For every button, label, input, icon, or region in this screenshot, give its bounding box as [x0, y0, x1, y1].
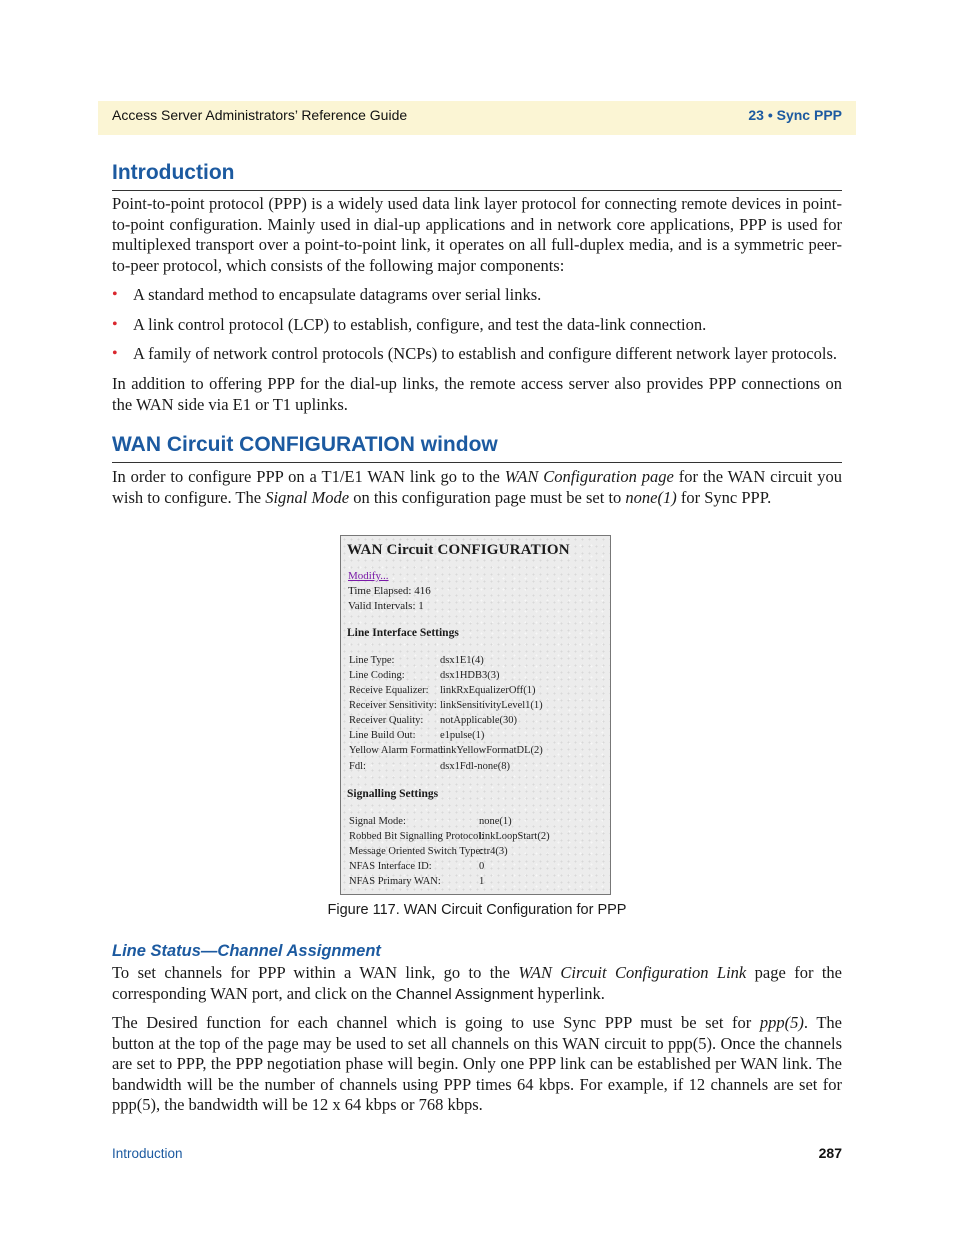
setting-label: Receive Equalizer:: [349, 685, 429, 696]
setting-label: Fdl:: [349, 761, 366, 772]
intro-paragraph: Point-to-point protocol (PPP) is a widely used data link layer protocol for connecting remote devices in point-to-point configuration. Mainly used in dial-up applications and in network core applications, PPP is used for multiplexed transport over a point-to-point link, it operates on all full-duplex media, and is a symmetric peer-to-peer protocol, which consists of the following major components:: [112, 194, 842, 275]
bullet-dot: •: [112, 316, 118, 333]
setting-value: linkSensitivityLevel1(1): [440, 700, 543, 711]
setting-label: Robbed Bit Signalling Protocol:: [349, 831, 485, 842]
modify-link[interactable]: Modify...: [348, 570, 389, 582]
page-number: 287: [818, 1145, 842, 1161]
setting-label: Line Coding:: [349, 670, 405, 681]
signalling-heading: Signalling Settings: [347, 788, 439, 800]
setting-label: NFAS Interface ID:: [349, 861, 432, 872]
setting-value: dsx1HDB3(3): [440, 670, 500, 681]
bullet-dot: •: [112, 345, 118, 362]
setting-label: NFAS Primary WAN:: [349, 876, 441, 887]
setting-value: linkYellowFormatDL(2): [440, 745, 543, 756]
setting-label: Line Type:: [349, 655, 395, 666]
bullet-text: A standard method to encapsulate datagrams over serial links.: [133, 285, 542, 304]
line-interface-heading: Line Interface Settings: [347, 627, 459, 639]
setting-value: dsx1E1(4): [440, 655, 484, 666]
valid-intervals: Valid Intervals: 1: [348, 600, 424, 612]
setting-value: ctr4(3): [479, 846, 508, 857]
heading-rule: [112, 462, 842, 463]
wan-config-screenshot-figure: [340, 535, 611, 895]
setting-label: Message Oriented Switch Type:: [349, 846, 484, 857]
setting-label: Yellow Alarm Format:: [349, 745, 444, 756]
setting-value: none(1): [479, 816, 512, 827]
setting-value: 1: [479, 876, 485, 887]
wan-paragraph: In order to configure PPP on a T1/E1 WAN link go to the WAN Configuration page for the WAN circuit you wish to configure. The Signal Mode on this configuration page must be set to none(1) for Sync PPP.: [112, 467, 842, 507]
setting-label: Receiver Sensitivity:: [349, 700, 437, 711]
running-header-title: Access Server Administrators’ Reference Guide: [112, 107, 408, 123]
setting-label: Line Build Out:: [349, 730, 416, 741]
intro-paragraph-2: In addition to offering PPP for the dial-up links, the remote access server also provides PPP connections on the WAN side via E1 or T1 uplinks.: [112, 374, 842, 414]
section-heading-introduction: Introduction: [112, 161, 235, 184]
setting-label: Receiver Quality:: [349, 715, 424, 726]
bullet-dot: •: [112, 286, 118, 303]
setting-value: linkLoopStart(2): [479, 831, 550, 842]
bullet-text: A link control protocol (LCP) to establish, configure, and test the data-link connection.: [133, 315, 707, 334]
time-elapsed: Time Elapsed: 416: [348, 585, 431, 597]
setting-value: dsx1Fdl-none(8): [440, 761, 510, 772]
section-heading-wan-circuit: WAN Circuit CONFIGURATION window: [112, 433, 498, 456]
heading-rule: [112, 190, 842, 191]
setting-value: linkRxEqualizerOff(1): [440, 685, 536, 696]
figure-caption: Figure 117. WAN Circuit Configuration for PPP: [327, 902, 627, 918]
running-header-chapter: 23 • Sync PPP: [748, 107, 842, 123]
setting-value: e1pulse(1): [440, 730, 485, 741]
figure-window-title: WAN Circuit CONFIGURATION: [347, 542, 570, 558]
line-status-paragraph-1: To set channels for PPP within a WAN link, go to the WAN Circuit Configuration Link page for the corresponding WAN port, and click on the Channel Assignment hyperlink.: [112, 963, 842, 1003]
setting-value: 0: [479, 861, 485, 872]
footer-section-name: Introduction: [112, 1146, 183, 1161]
subsection-heading-line-status: Line Status—Channel Assignment: [112, 942, 381, 960]
setting-label: Signal Mode:: [349, 816, 406, 827]
bullet-text: A family of network control protocols (NCPs) to establish and configure different network layer protocols.: [133, 344, 837, 363]
setting-value: notApplicable(30): [440, 715, 517, 726]
line-status-paragraph-2: The Desired function for each channel which is going to use Sync PPP must be set for ppp(5). The button at the top of the page may be used to set all channels on this WAN circuit to ppp(5). Once the channels are set to PPP, the PPP negotiation phase will begin. Only one PPP link can be established per WAN link. The bandwidth will be the number of channels using PPP times 64 kbps. For example, if 12 channels are set for ppp(5), the bandwidth will be 12 x 64 kbps or 768 kbps.: [112, 1013, 888, 1114]
